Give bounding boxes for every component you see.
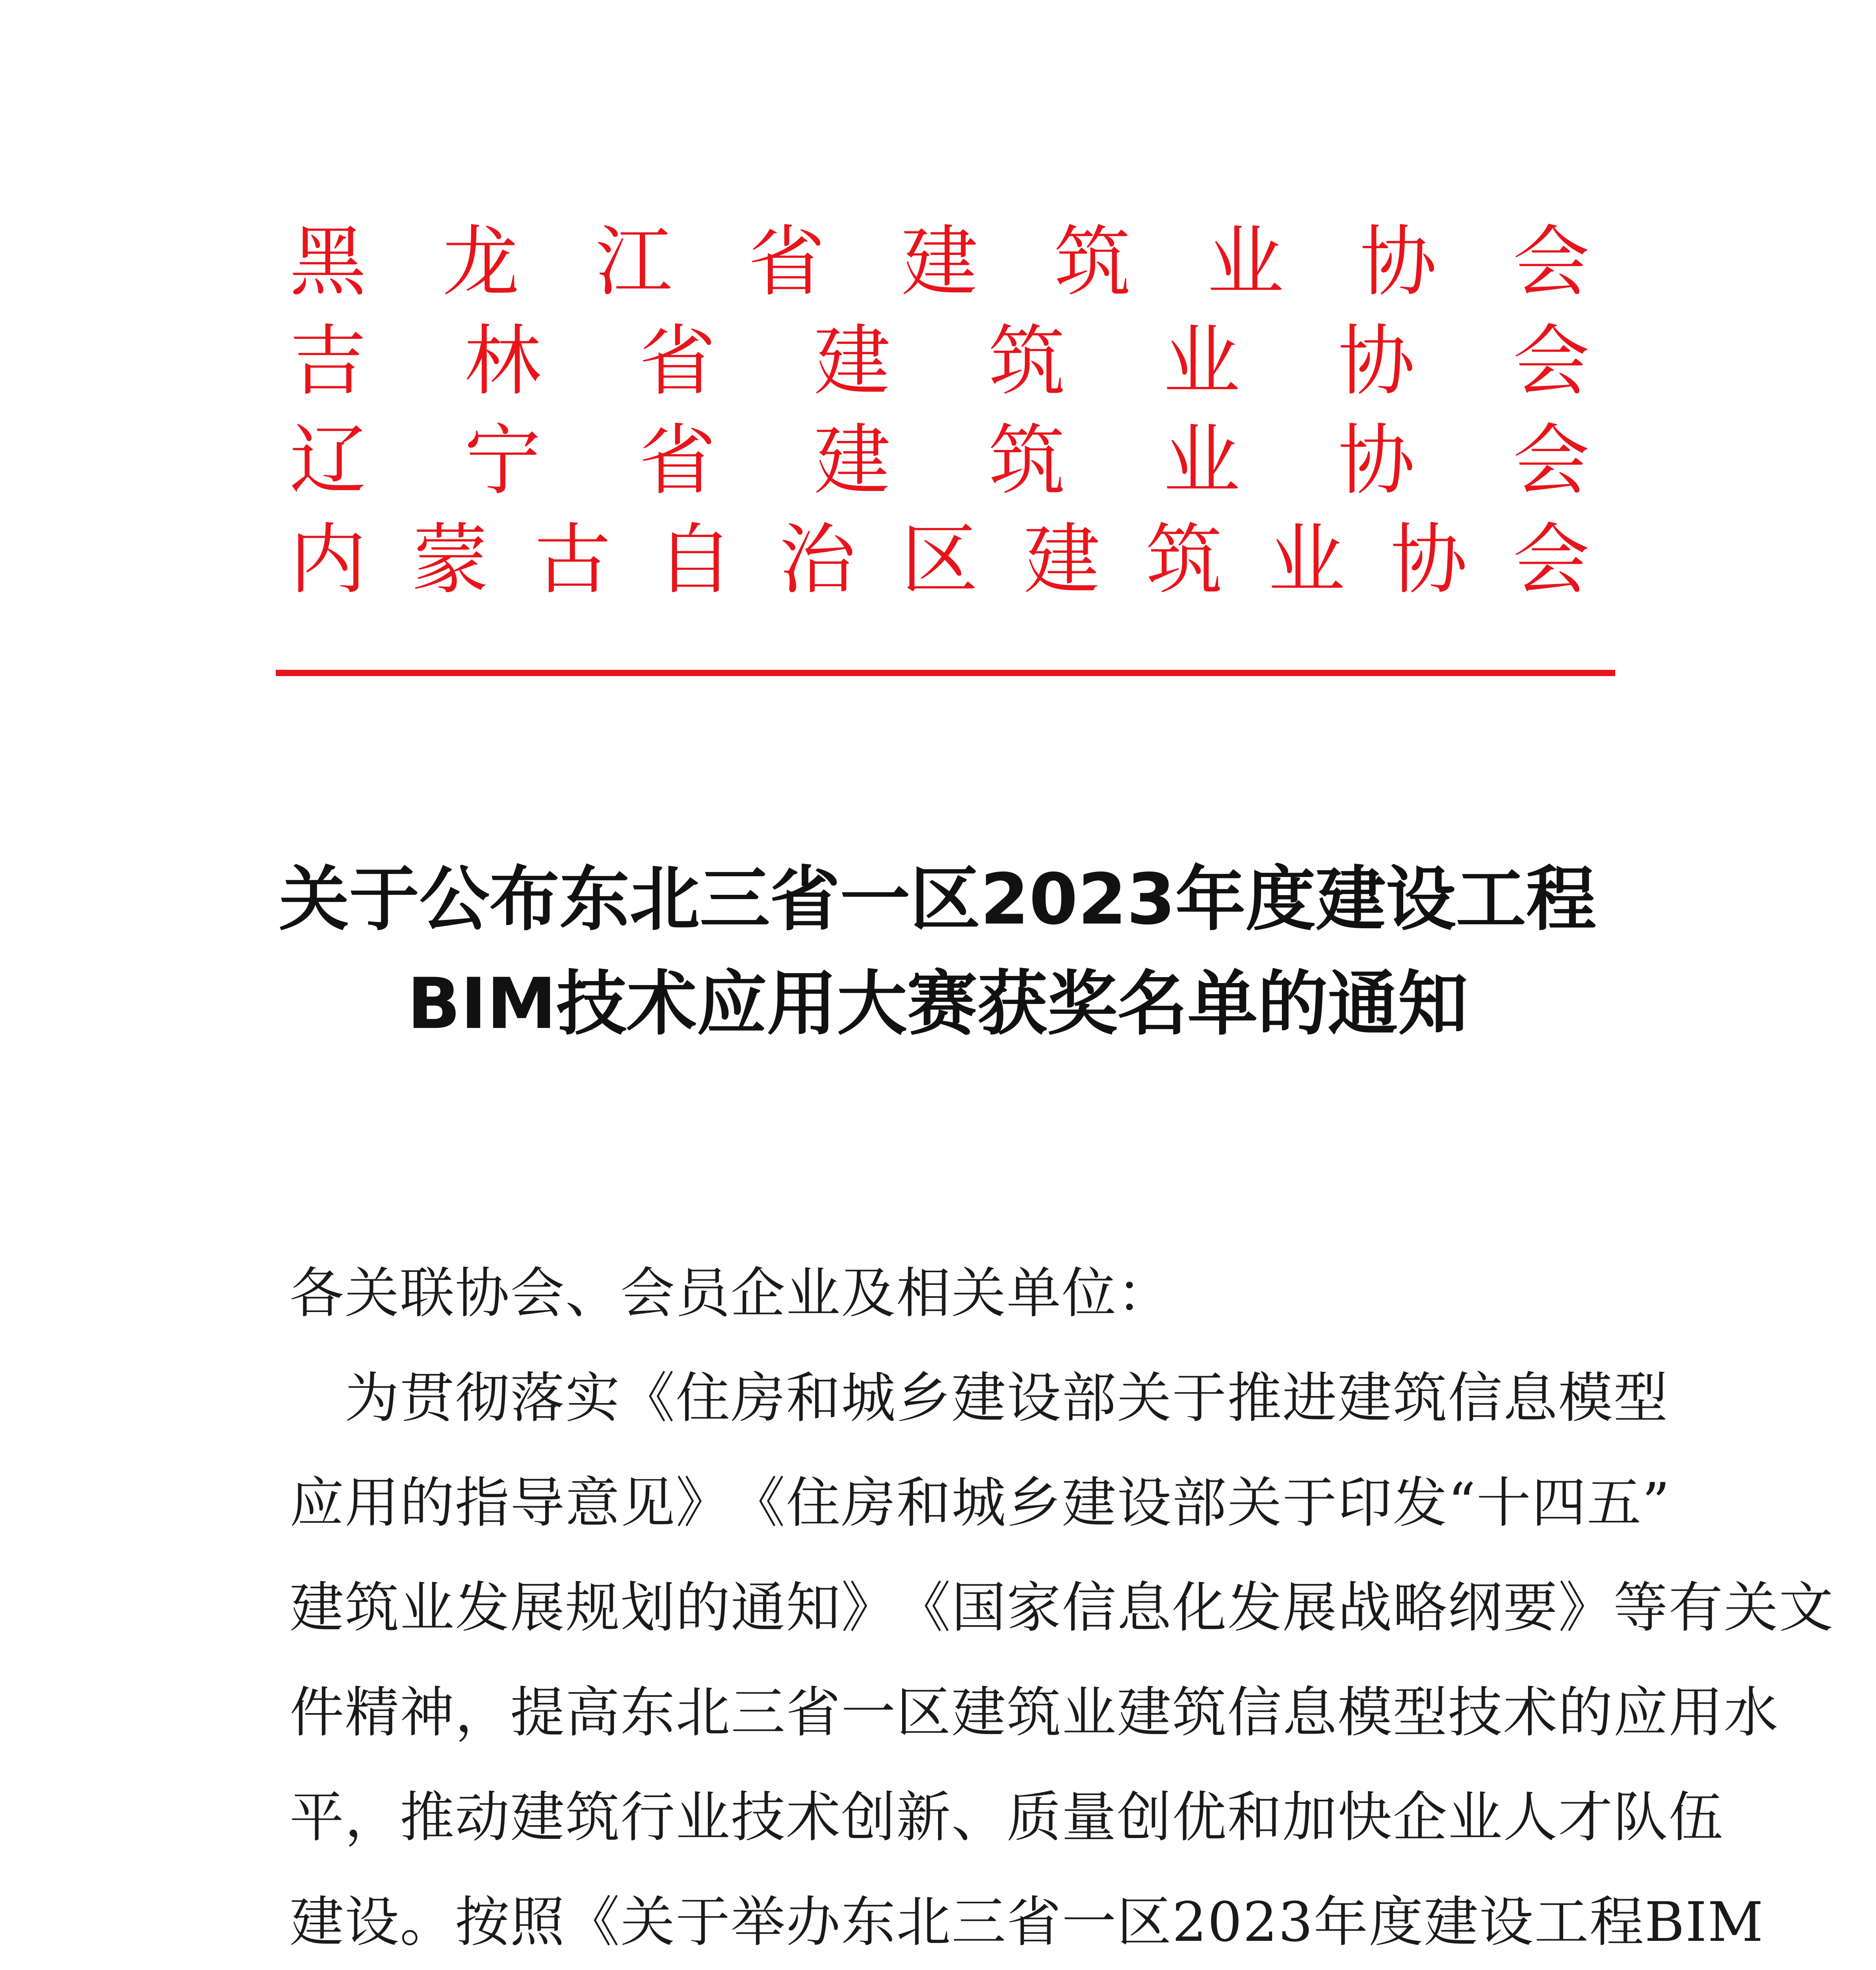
- body-line: 为 贯 彻 落 实 《 住 房 和 城 乡 建 设 部 关 于 推 进 建 筑 信 息 模 型: [345, 1366, 1669, 1430]
- org-char: 业: [1163, 316, 1240, 406]
- org-char: 治: [779, 515, 856, 604]
- salutation: 各关联协会、会员企业及相关单位：: [290, 1262, 1172, 1325]
- org-char: 会: [1513, 515, 1590, 604]
- org-char: 筑: [1054, 217, 1131, 307]
- org-char: 省: [639, 416, 716, 505]
- org-char: 龙: [442, 217, 520, 307]
- org-char: 省: [639, 316, 716, 406]
- body-line: 件 精 神 ， 提 高 东 北 三 省 一 区 建 筑 业 建 筑 信 息 模 型 技 术 的 应 用 水: [290, 1681, 1779, 1744]
- org-char: 省: [748, 217, 825, 307]
- org-char: 蒙: [412, 515, 489, 604]
- org-char: 宁: [464, 416, 541, 505]
- org-char: 黑: [290, 217, 366, 307]
- org-line-inner-mongolia: [290, 511, 1590, 609]
- org-line-heilongjiang: [290, 213, 1590, 311]
- org-char: 业: [1163, 416, 1240, 505]
- org-char: 会: [1513, 217, 1590, 307]
- org-char: 建: [814, 416, 891, 505]
- org-char: 会: [1512, 416, 1590, 505]
- body-line: 应 用 的 指 导 意 见 》 《 住 房 和 城 乡 建 设 部 关 于 印 发 “ 十 四 五 ”: [290, 1471, 1671, 1535]
- org-char: 古: [534, 515, 611, 604]
- org-char: 业: [1268, 515, 1345, 604]
- org-char: 筑: [1146, 515, 1223, 604]
- org-char: 建: [814, 316, 891, 406]
- body-line: 建 筑 业 发 展 规 划 的 通 知 》 《 国 家 信 息 化 发 展 战 略 纲 要 》 等 有 关 文: [290, 1576, 1834, 1639]
- org-char: 建: [1023, 515, 1100, 604]
- org-char: 辽: [290, 416, 366, 505]
- title-line-2: BIM技术应用大赛获奖名单的通知: [407, 963, 1468, 1044]
- org-char: 筑: [988, 316, 1066, 406]
- letterhead: [290, 213, 1590, 610]
- document-title: [236, 847, 1639, 1056]
- org-char: 协: [1338, 416, 1415, 505]
- org-char: 协: [1390, 515, 1467, 604]
- org-char: 自: [656, 515, 734, 604]
- org-char: 林: [464, 316, 541, 406]
- org-char: 会: [1512, 316, 1590, 406]
- org-char: 内: [290, 515, 366, 604]
- org-char: 吉: [290, 316, 366, 406]
- org-char: 区: [901, 515, 978, 604]
- org-line-jilin: [290, 312, 1590, 411]
- org-char: 筑: [988, 416, 1066, 505]
- title-line-1: 关于公布东北三省一区2023年度建设工程: [279, 859, 1596, 940]
- org-char: 建: [901, 217, 978, 307]
- body-line: 建 设 。 按 照 《 关 于 举 办 东 北 三 省 一 区 2023 年 度 建 设 工 程 BIM: [290, 1890, 1764, 1954]
- org-char: 江: [595, 217, 672, 307]
- org-char: 协: [1360, 217, 1437, 307]
- body-paragraphs: [290, 1346, 1834, 1970]
- org-char: 业: [1207, 217, 1284, 307]
- org-line-liaoning: [290, 411, 1590, 510]
- letterhead-divider: [276, 670, 1615, 676]
- body-line: 平 ， 推 动 建 筑 行 业 技 术 创 新 、 质 量 创 优 和 加 快 企 业 人 才 队 伍: [290, 1786, 1724, 1849]
- document-body: [290, 1241, 1834, 1970]
- org-char: 协: [1338, 316, 1415, 406]
